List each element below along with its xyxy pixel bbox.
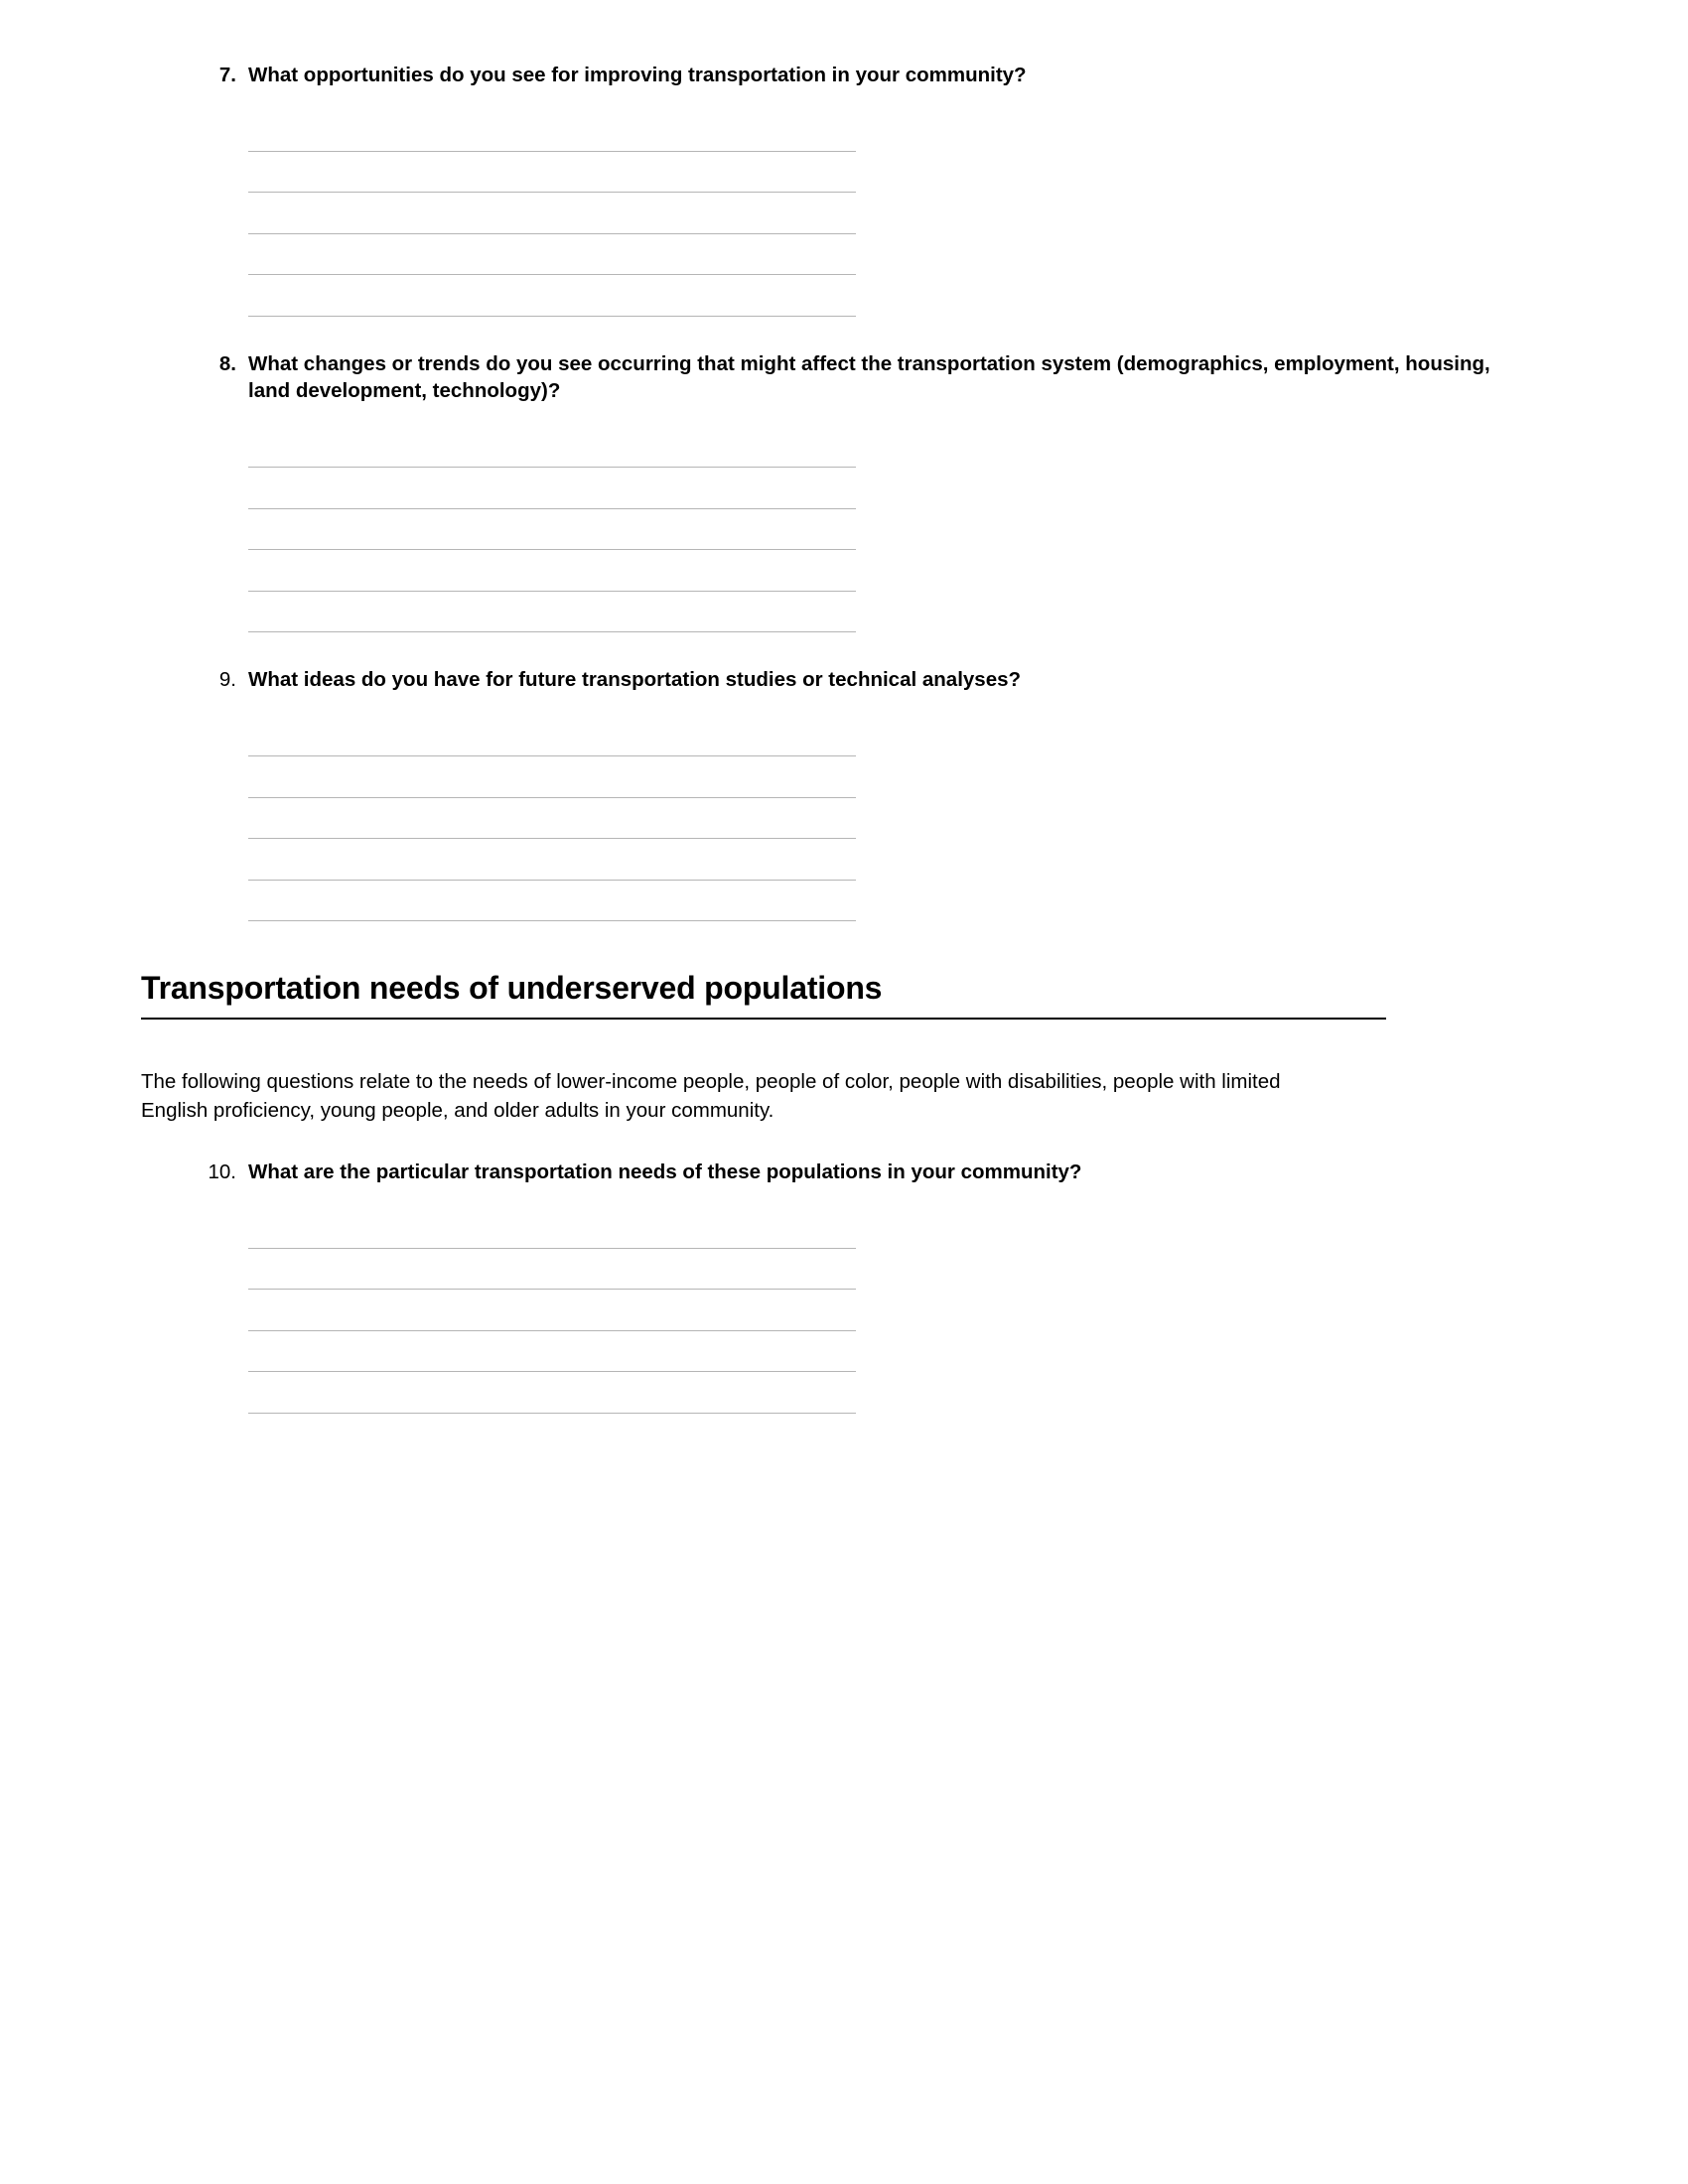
spacer	[195, 921, 1495, 969]
question-text-8: What changes or trends do you see occurring that might affect the transportation system (demographics, employment, housing, land development, technology)?	[248, 351, 1490, 403]
spacer	[195, 405, 1495, 427]
answer-line[interactable]	[248, 427, 856, 469]
answer-line[interactable]	[248, 1207, 856, 1249]
question-item-7	[195, 62, 1495, 88]
question-text-7: What opportunities do you see for improving transportation in your community?	[248, 64, 1027, 86]
question-number-8: 8.	[218, 351, 236, 375]
answer-line[interactable]	[248, 1290, 856, 1331]
section-intro-text: The following questions relate to the needs of lower-income people, people of color, people with disabilities, people with limited English proficiency, young people, and older adults in your community.	[141, 1069, 1281, 1122]
spacer	[195, 1185, 1495, 1207]
question-item-8	[195, 350, 1495, 405]
answer-line[interactable]	[248, 1372, 856, 1414]
question-number-7: 7.	[218, 64, 236, 86]
answer-line[interactable]	[248, 509, 856, 551]
answer-lines-8[interactable]	[248, 427, 856, 633]
spacer	[195, 88, 1495, 110]
answer-line[interactable]	[248, 275, 856, 317]
answer-lines-10[interactable]	[248, 1207, 856, 1414]
answer-line[interactable]	[248, 756, 856, 798]
answer-line[interactable]	[248, 550, 856, 592]
question-item-10	[195, 1159, 1495, 1185]
answer-line[interactable]	[248, 110, 856, 152]
spacer	[195, 1020, 1495, 1067]
answer-line[interactable]	[248, 234, 856, 276]
answer-line[interactable]	[248, 881, 856, 922]
answer-line[interactable]	[248, 468, 856, 509]
answer-lines-7[interactable]	[248, 110, 856, 317]
answer-line[interactable]	[248, 152, 856, 194]
spacer	[195, 1125, 1495, 1159]
question-item-9	[195, 666, 1495, 693]
spacer	[195, 632, 1495, 666]
answer-line[interactable]	[248, 1249, 856, 1291]
spacer	[195, 317, 1495, 350]
page-content	[141, 62, 1495, 1414]
question-number-10: 10.	[208, 1160, 236, 1183]
answer-line[interactable]	[248, 716, 856, 757]
answer-line[interactable]	[248, 193, 856, 234]
question-text-9: What ideas do you have for future transportation studies or technical analyses?	[248, 668, 1022, 692]
answer-line[interactable]	[248, 798, 856, 840]
section-heading: Transportation needs of underserved populations	[141, 969, 1386, 1019]
answer-line[interactable]	[248, 592, 856, 633]
answer-lines-9[interactable]	[248, 716, 856, 922]
answer-line[interactable]	[248, 839, 856, 881]
answer-line[interactable]	[248, 1331, 856, 1373]
question-number-9: 9.	[218, 668, 236, 692]
question-text-10: What are the particular transportation needs of these populations in your community?	[248, 1160, 1082, 1183]
spacer	[195, 694, 1495, 716]
